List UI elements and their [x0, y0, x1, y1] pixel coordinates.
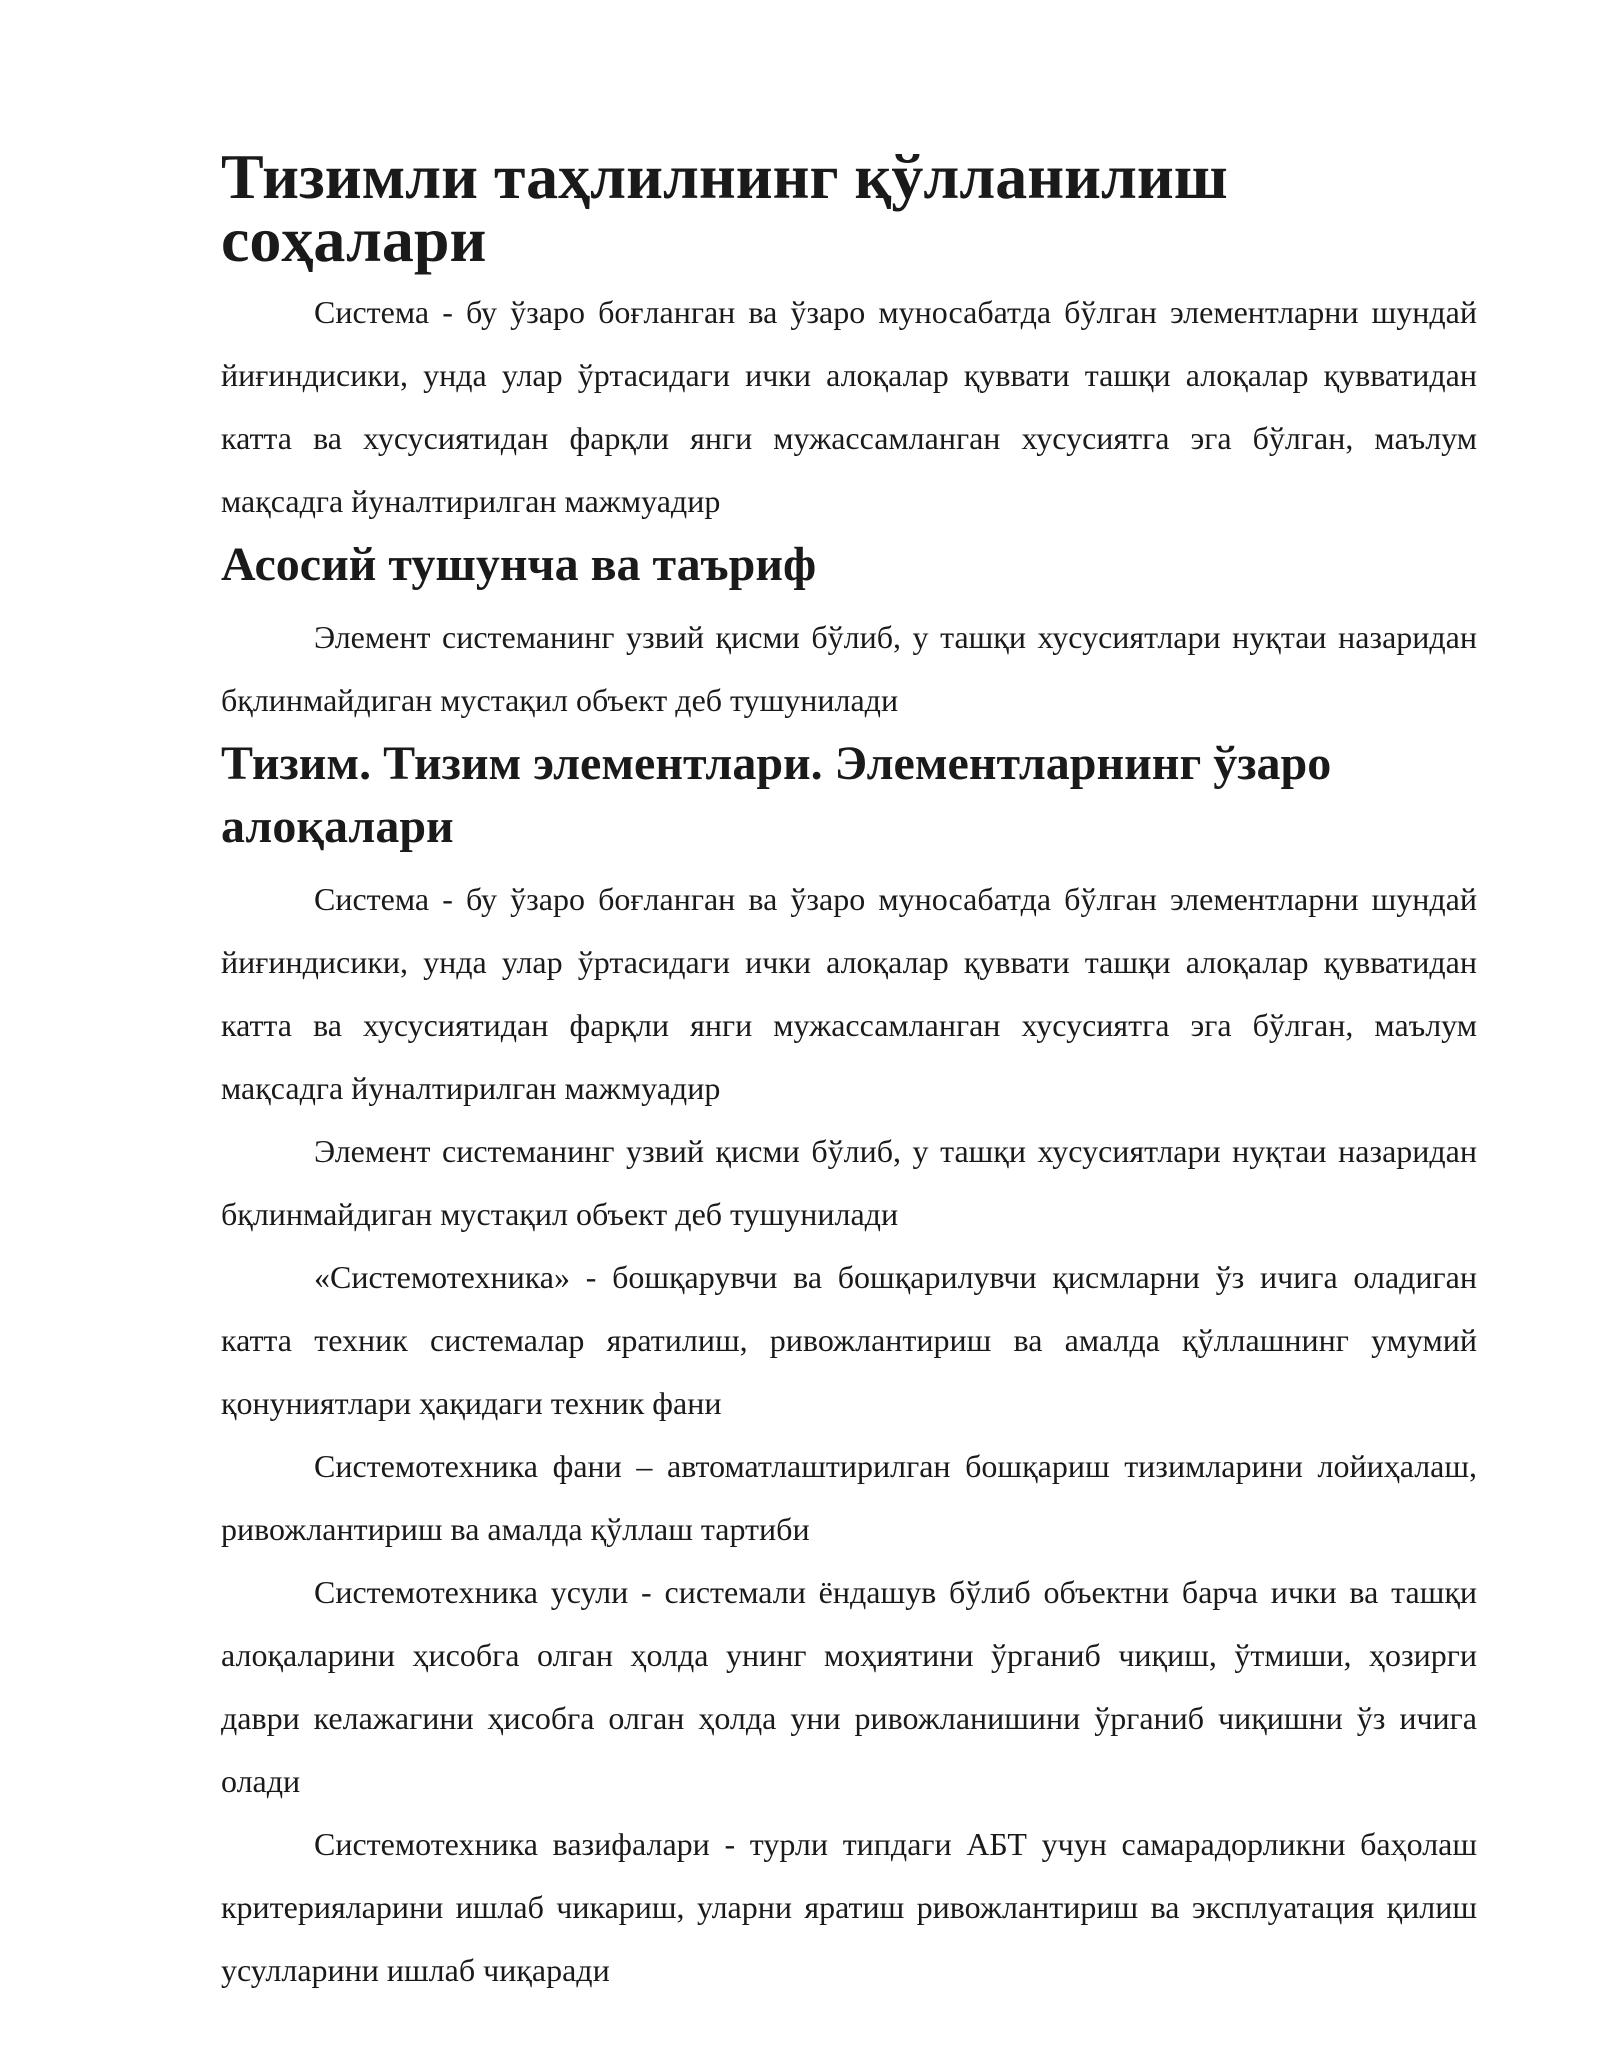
section-heading-basic-concept: Асосий тушунча ва таъриф	[221, 538, 817, 591]
paragraph-systems-engineering-tasks: Системотехника вазифалари - турли типдаги АБТ учун самарадорликни баҳолаш критерияларини ишлаб чикариш, уларни яратиш ривожлантириш ва эксплуатация қилиш усулларини ишлаб чиқаради	[221, 1826, 1477, 1988]
document-page	[221, 141, 1477, 2002]
section-heading-application-areas: Тизимли таҳлилнинг қўлланилиш соҳалари	[221, 141, 1228, 275]
section-heading-system-elements: Тизим. Тизим элементлари. Элементларнинг ўзаро алоқалари	[221, 737, 1332, 853]
paragraph-systems-engineering-method: Системотехника усули - системали ёндашув бўлиб объектни барча ички ва ташқи алоқаларини ҳисобга олган ҳолда унинг моҳиятини ўрганиб чиқиш, ўтмиши, ҳозирги даври келажагини ҳисобга олган ҳолда уни ривожланишини ўрганиб чиқишни ўз ичига олади	[221, 1574, 1477, 1799]
paragraph-systems-engineering: «Системотехника» - бошқарувчи ва бошқарилувчи қисмларни ўз ичига оладиган катта техник системалар яратилиш, ривожлантириш ва амалда қўллашнинг умумий қонуниятлари ҳақидаги техник фани	[221, 1259, 1477, 1421]
paragraph-system-definition-repeat: Система - бу ўзаро боғланган ва ўзаро муносабатда бўлган элементларни шундай йиғиндисики, унда улар ўртасидаги ички алоқалар қуввати ташқи алоқалар қувватидан катта ва хусусиятидан фарқли янги мужассамланган хусусиятга эга бўлган, маълум мақсадга йуналтирилган мажмуадир	[221, 881, 1477, 1106]
paragraph-element-definition: Элемент системанинг узвий қисми бўлиб, у ташқи хусусиятлари нуқтаи назаридан бқлинмайдиган мустақил объект деб тушунилади	[221, 619, 1477, 718]
paragraph-systems-engineering-science: Системотехника фани – автоматлаштирилган бошқариш тизимларини лойиҳалаш, ривожлантириш ва амалда қўллаш тартиби	[221, 1448, 1477, 1547]
paragraph-system-definition: Система - бу ўзаро боғланган ва ўзаро муносабатда бўлган элементларни шундай йиғиндисики, унда улар ўртасидаги ички алоқалар қуввати ташқи алоқалар қувватидан катта ва хусусиятидан фарқли янги мужассамланган хусусиятга эга бўлган, маълум мақсадга йуналтирилган мажмуадир	[221, 294, 1477, 519]
paragraph-element-definition-repeat: Элемент системанинг узвий қисми бўлиб, у ташқи хусусиятлари нуқтаи назаридан бқлинмайдиган мустақил объект деб тушунилади	[221, 1133, 1477, 1232]
